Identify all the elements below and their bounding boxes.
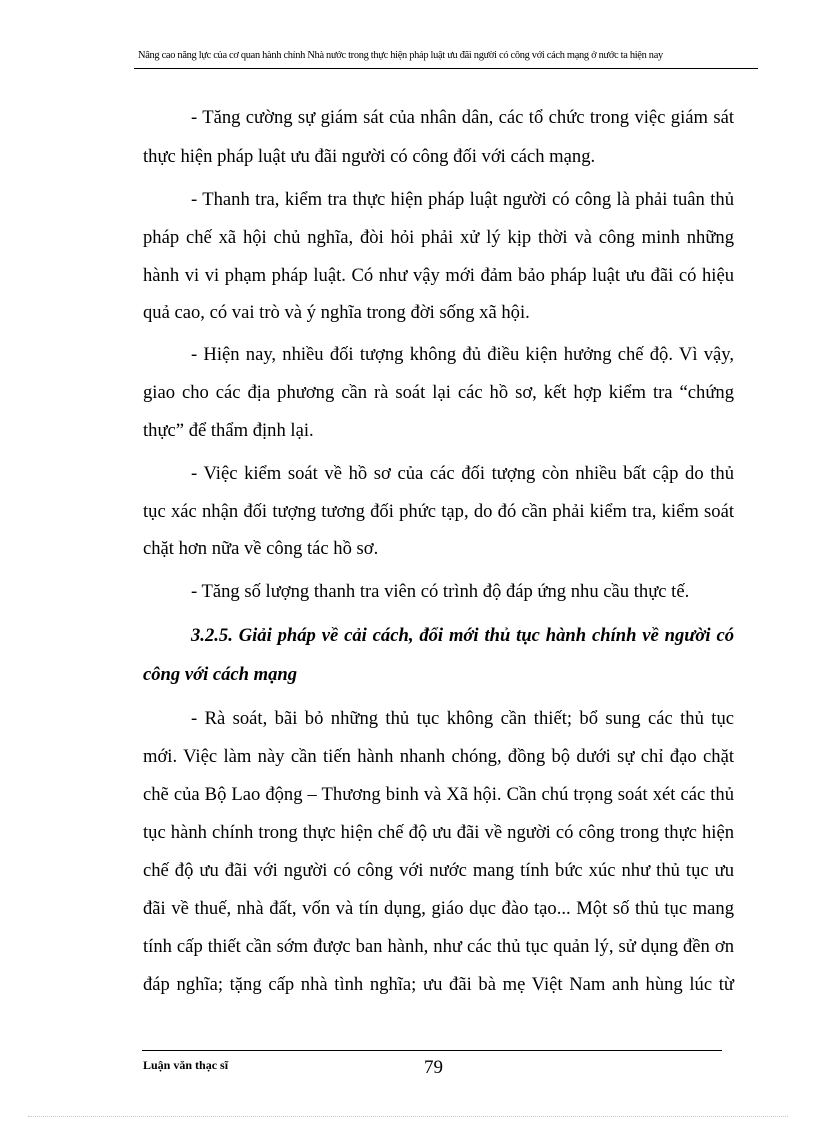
text-line: thực” để thẩm định lại.	[143, 420, 314, 441]
text-line: mới. Việc làm này cần tiến hành nhanh chóng, đồng bộ dưới sự chỉ đạo chặt	[143, 746, 734, 767]
text-line: pháp chế xã hội chủ nghĩa, đòi hỏi phải xử lý kịp thời và công minh những	[143, 227, 734, 248]
text-line: thực hiện pháp luật ưu đãi người có công đối với cách mạng.	[143, 146, 596, 167]
text-line: đáp nghĩa; tặng cấp nhà tình nghĩa; ưu đãi bà mẹ Việt Nam anh hùng lúc từ	[143, 974, 734, 995]
text-line: chặt hơn nữa về công tác hồ sơ.	[143, 538, 379, 559]
text-line: chẽ của Bộ Lao động – Thương binh và Xã hội. Cần chú trọng soát xét các thủ	[143, 784, 734, 805]
text-line: - Tăng cường sự giám sát của nhân dân, các tổ chức trong việc giám sát	[191, 107, 734, 128]
text-line: - Tăng số lượng thanh tra viên có trình độ đáp ứng nhu cầu thực tế.	[191, 581, 690, 602]
page-bottom-dotted-border	[28, 1116, 788, 1117]
text-line: - Hiện nay, nhiều đối tượng không đủ điều kiện hưởng chế độ. Vì vậy,	[191, 344, 734, 365]
text-line: tục hành chính trong thực hiện chế độ ưu đãi về người có công trong thực hiện	[143, 822, 734, 843]
text-line: hành vi vi phạm pháp luật. Có như vậy mới đảm bảo pháp luật ưu đãi có hiệu	[143, 265, 734, 286]
section-heading-continued: công với cách mạng	[143, 664, 298, 685]
text-line: tính cấp thiết cần sớm được ban hành, như các thủ tục quản lý, sử dụng đền ơn	[143, 936, 734, 957]
page-number: 79	[424, 1057, 443, 1078]
running-header: Nâng cao năng lực của cơ quan hành chính Nhà nước trong thực hiện pháp luật ưu đãi người có công với cách mạng ở nước ta hiện nay	[138, 50, 663, 61]
text-line: quả cao, có vai trò và ý nghĩa trong đời sống xã hội.	[143, 302, 530, 323]
text-line: - Việc kiểm soát về hồ sơ của các đối tượng còn nhiều bất cập do thủ	[191, 463, 734, 484]
text-line: giao cho các địa phương cần rà soát lại các hồ sơ, kết hợp kiểm tra “chứng	[143, 382, 734, 403]
header-divider	[134, 68, 758, 69]
footer-divider	[142, 1050, 722, 1051]
text-line: chế độ ưu đãi với người có công với nước mang tính bức xúc như thủ tục ưu	[143, 860, 734, 881]
text-line: - Thanh tra, kiểm tra thực hiện pháp luật người có công là phải tuân thủ	[191, 189, 734, 210]
text-line: đãi về thuế, nhà đất, vốn và tín dụng, giáo dục đào tạo... Một số thủ tục mang	[143, 898, 734, 919]
footer-label: Luận văn thạc sĩ	[143, 1058, 229, 1072]
text-line: - Rà soát, bãi bỏ những thủ tục không cần thiết; bổ sung các thủ tục	[191, 708, 734, 729]
text-line: tục xác nhận đối tượng tương đối phức tạp, do đó cần phải kiểm tra, kiểm soát	[143, 501, 734, 522]
section-heading: 3.2.5. Giải pháp về cải cách, đổi mới thủ tục hành chính về người có	[191, 625, 734, 646]
